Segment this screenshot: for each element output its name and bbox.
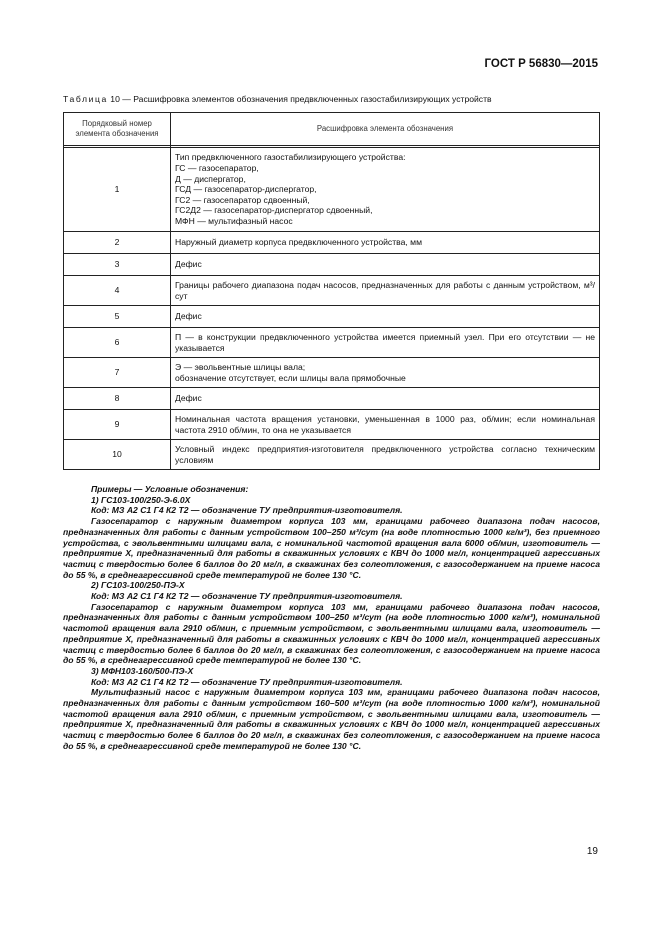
example-description: Газосепаратор с наружным диаметром корпуса 103 мм, границами рабочего диапазона подач насосов, предназначенных для работы с данным устройством 100–250 м³/сут (на воде плотностью 1000 кг/м³), без приемного устройства, с эвольвентными шлицами вала, с номинальной частотой вращения вала 6000 об/мин, изготовитель — предприятие Х, предназначенный для работы в скважинных условиях с КВЧ до 1000 мг/л, концентрацией агрессивных частиц с твердостью более 6 баллов до 20 мг/л, в скважинах без солеотложения, с газосодержанием на приеме насоса до 55 %, в среднеагрессивной среде температурой не более 130 °С. [63,516,600,580]
table-caption-text: 10 — Расшифровка элементов обозначения предвключенных газостабилизирующих устройств [107,94,492,104]
page-number: 19 [586,846,598,857]
table-row [64,306,600,328]
table-caption-label: Таблица [63,94,108,104]
description-line: ГС — газосепаратор, [175,163,259,174]
row-description: Дефис [171,254,600,276]
table-header-row [64,113,600,146]
table-row [64,148,600,232]
row-number: 1 [64,148,171,232]
examples-section [63,484,600,752]
description-line: ГС2 — газосепаратор сдвоенный, [175,194,310,205]
row-number: 3 [64,254,171,276]
table-row [64,358,600,388]
description-line: Тип предвключенного газостабилизирующего устройства: [175,152,406,163]
table-row [64,328,600,358]
row-number: 5 [64,306,171,328]
examples-list [63,495,600,752]
table-row [64,388,600,410]
row-description: Дефис [171,388,600,410]
column-header-description: Расшифровка элемента обозначения [171,113,600,146]
example-description: Газосепаратор с наружным диаметром корпуса 103 мм, границами рабочего диапазона подач насосов, предназначенных для работы с данным устройством 100–250 м³/сут (на воде плотностью 1000 кг/м³), номинальной частотой вращения вала 2910 об/мин, с приемным устройством, с эвольвентными шлицами вала, изготовитель — предприятие Х, предназначенный для работы в скважинных условиях с КВЧ до 1000 мг/л, концентрацией агрессивных частиц с твердостью более 6 баллов до 20 мг/л, в скважинах без солеотложения, с газосодержанием на приеме насоса до 55 %, в среднеагрессивной среде температурой не более 130 °С. [63,601,600,666]
description-line: Э — эвольвентные шлицы вала; [175,361,306,372]
table-body [64,148,600,470]
row-number: 2 [64,232,171,254]
table-caption [63,94,603,104]
example-code: Код: МЗ А2 С1 Г4 К2 Т2 — обозначение ТУ предприятия-изготовителя. [91,591,403,602]
document-header: ГОСТ Р 56830—2015 [484,58,598,70]
row-description: Наружный диаметр корпуса предвключенного устройства, мм [171,232,600,254]
example-label: 2) ГС103-100/250-ПЭ-Х [91,580,185,591]
row-description: Дефис [171,306,600,328]
description-line: ГСД — газосепаратор-диспергатор, [175,184,317,195]
row-description: П — в конструкции предвключенного устройства имеется приемный узел. При его отсутствии — не указывается [171,328,600,358]
description-line: обозначение отсутствует, если шлицы вала прямобочные [175,372,406,383]
example-code: Код: МЗ А2 С1 Г4 К2 Т2 — обозначение ТУ предприятия-изготовителя. [91,505,403,516]
row-number: 8 [64,388,171,410]
row-number: 9 [64,410,171,440]
row-number: 10 [64,440,171,470]
description-line: Д — диспергатор, [175,173,246,184]
table-row [64,232,600,254]
example-label: 1) ГС103-100/250-Э-6.0Х [91,494,191,505]
example-label: 3) МФН103-160/500-ПЭ-Х [91,665,194,676]
row-number: 4 [64,276,171,306]
row-description: Номинальная частота вращения установки, уменьшенная в 1000 раз, об/мин; если номинальная частота 2910 об/мин, то она не указывается [171,410,600,440]
description-line: МФН — мультифазный насос [175,215,293,226]
example-code: Код: МЗ А2 С1 Г4 К2 Т2 — обозначение ТУ предприятия-изготовителя. [91,676,403,687]
row-number: 7 [64,358,171,388]
designation-table [63,112,600,470]
examples-title: Примеры — Условные обозначения: [91,484,249,494]
table-row [64,440,600,470]
description-line: ГС2Д2 — газосепаратор-диспергатор сдвоенный, [175,205,373,216]
row-description [171,148,600,232]
row-number: 6 [64,328,171,358]
table-row [64,276,600,306]
example-description: Мультифазный насос с наружным диаметром корпуса 103 мм, границами рабочего диапазона подач насосов, предназначенных для работы с данным устройством 160–500 м³/сут (на воде плотностью 1000 кг/м³), номинальной частотой вращения вала 2910 об/мин, с приемным устройством, с эвольвентными шлицами вала, изготовитель — предприятие Х, предназначенный для работы в скважинных условиях с КВЧ до 1000 мг/л, концентрацией агрессивных частиц с твердостью более 6 баллов до 20 мг/л, в скважинах без солеотложения, с газосодержанием на приеме насоса до 55 %, в среднеагрессивной среде температурой не более 130 °С. [63,687,600,751]
table-row [64,410,600,440]
row-description [171,358,600,388]
table-row [64,254,600,276]
row-description: Границы рабочего диапазона подач насосов, предназначенных для работы с данным устройством, м³/сут [171,276,600,306]
row-description: Условный индекс предприятия-изготовителя предвключенного устройства согласно техническим условиям [171,440,600,470]
column-header-number: Порядковый номер элемента обозначения [64,113,171,146]
